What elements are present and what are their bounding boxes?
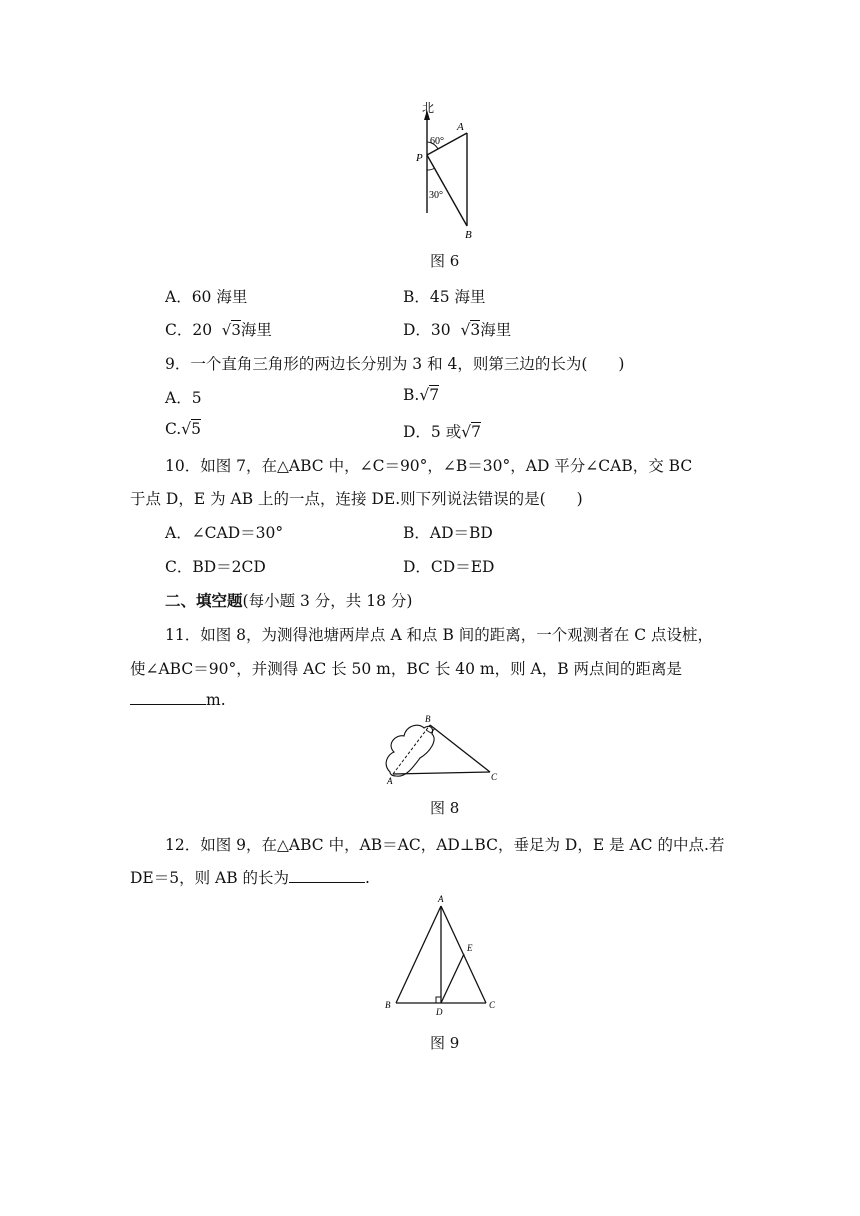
- q8-option-c-radicand: 3: [231, 321, 241, 339]
- q8-option-a[interactable]: A．60 海里: [165, 288, 248, 306]
- point-b-label: B: [465, 229, 472, 241]
- q9-option-a[interactable]: A．5: [165, 389, 202, 407]
- point-d-label: D: [436, 1007, 443, 1017]
- q11-line-1: 11．如图 8，为测得池塘两岸点 A 和点 B 间的距离，一个观测者在 C 点设桩，: [165, 626, 714, 644]
- figure-9-caption: 图 9: [430, 1034, 460, 1052]
- q9-option-d-prefix: D．5 或: [403, 423, 462, 441]
- q9-option-d-radicand: 7: [471, 423, 481, 441]
- q9-stem: 9．一个直角三角形的两边长分别为 3 和 4，则第三边的长为( ): [165, 355, 625, 373]
- q10-line-1: 10．如图 7，在△ABC 中，∠C＝90°，∠B＝30°，AD 平分∠CAB，交 BC: [165, 457, 693, 475]
- q12-line-2-prefix: DE＝5，则 AB 的长为: [130, 869, 290, 887]
- angle-30-label: 30°: [429, 190, 443, 201]
- section-2-heading: [165, 589, 412, 611]
- point-p-label: P: [416, 152, 423, 164]
- q11-answer-blank[interactable]: [130, 690, 206, 705]
- q8-option-c-suffix: 海里: [240, 321, 272, 339]
- section-2-title: 二、填空题: [165, 592, 243, 610]
- q9-option-c[interactable]: C.√5: [165, 420, 201, 438]
- q9-option-b-radicand: 7: [429, 386, 440, 404]
- figure-6-caption: 图 6: [430, 252, 460, 270]
- point-c-label: C: [489, 1000, 496, 1010]
- point-b-label: B: [385, 1000, 391, 1010]
- q8-option-c-prefix: C．20: [165, 321, 213, 339]
- q10-line-2: 于点 D，E 为 AB 上的一点，连接 DE.则下列说法错误的是( ): [130, 490, 583, 508]
- q8-option-d-radicand: 3: [470, 321, 481, 339]
- q11-line-3-suffix: m.: [206, 691, 226, 709]
- segment-ab: [396, 906, 441, 1003]
- point-b-label: B: [425, 714, 431, 724]
- segment-bc: [430, 725, 490, 772]
- q8-option-d[interactable]: D．30 √3海里: [403, 321, 512, 339]
- q10-option-b[interactable]: B．AD＝BD: [403, 524, 493, 542]
- point-a-label: A: [438, 894, 444, 904]
- q10-option-a[interactable]: A．∠CAD＝30°: [165, 524, 284, 542]
- q12-line-1: 12．如图 9，在△ABC 中，AB＝AC，AD⊥BC，垂足为 D，E 是 AC 的中点.若: [165, 836, 725, 854]
- q8-option-b[interactable]: B．45 海里: [403, 288, 486, 306]
- q8-option-c[interactable]: C．20 √3海里: [165, 321, 272, 339]
- north-label: 北: [422, 101, 435, 115]
- figure-8: [380, 712, 505, 790]
- point-c-label: C: [491, 772, 498, 782]
- figure-9: [378, 890, 503, 1020]
- q11-line-3: [130, 690, 226, 709]
- q11-line-2: 使∠ABC＝90°，并测得 AC 长 50 m，BC 长 40 m，则 A，B 两点间的距离是: [130, 660, 683, 678]
- pond-shape: [386, 725, 434, 776]
- angle-60-label: 60°: [430, 136, 444, 147]
- q12-answer-blank[interactable]: [289, 868, 365, 883]
- q9-option-b[interactable]: B.√7: [403, 386, 440, 404]
- point-a-label: A: [387, 776, 393, 786]
- point-e-label: E: [467, 943, 473, 953]
- q9-option-c-radicand: 5: [191, 420, 201, 438]
- q9-option-d[interactable]: D．5 或√7: [403, 423, 481, 441]
- q9-option-c-prefix: C.: [165, 420, 182, 438]
- q8-option-d-prefix: D．30: [403, 321, 451, 339]
- q10-option-d[interactable]: D．CD＝ED: [403, 558, 495, 576]
- q8-option-d-suffix: 海里: [480, 321, 512, 339]
- q12-line-2-suffix: .: [365, 869, 370, 887]
- q9-option-b-prefix: B.: [403, 386, 420, 404]
- point-a-label: A: [457, 121, 464, 133]
- q12-line-2: [130, 866, 370, 888]
- figure-6: [395, 98, 495, 243]
- angle-arc-bottom: [427, 168, 435, 170]
- section-2-note: (每小题 3 分，共 18 分): [242, 592, 413, 610]
- right-angle-mark: [436, 997, 441, 1003]
- figure-8-caption: 图 8: [430, 799, 460, 817]
- segment-de: [441, 954, 464, 1003]
- q10-option-c[interactable]: C．BD＝2CD: [165, 558, 266, 576]
